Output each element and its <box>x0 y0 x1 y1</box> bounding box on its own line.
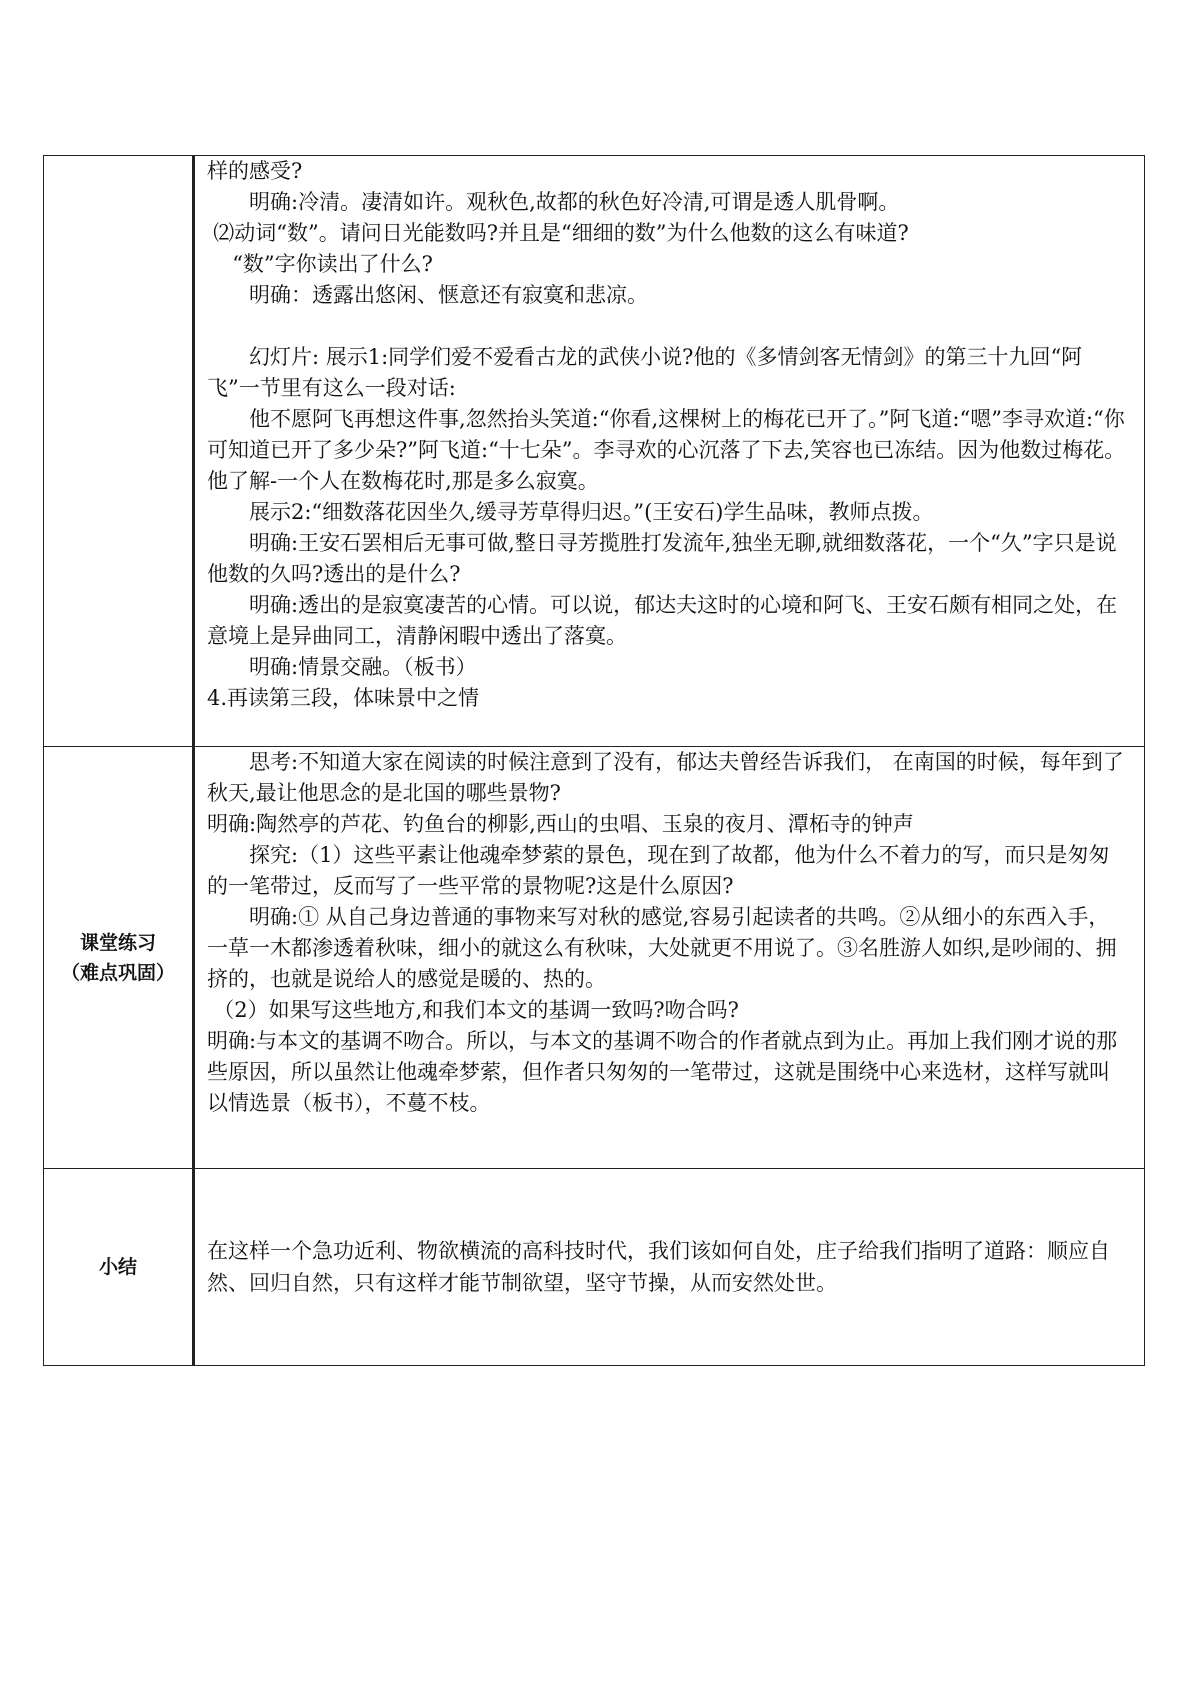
paragraph: 展示2:“细数落花因坐久,缓寻芳草得归迟。”(王安石)学生品味，教师点拨。 <box>249 500 934 524</box>
paragraph: 明确:透出的是寂寞凄苦的心情。可以说，郁达夫这时的心境和阿飞、王安石颇有相同之处，在意境上是异曲同工，清静闲暇中透出了落寞。 <box>207 593 1118 648</box>
lesson-plan-table <box>43 155 1145 1366</box>
paragraph: 在这样一个急功近利、物欲横流的高科技时代，我们该如何自处，庄子给我们指明了道路：顺应自然、回归自然，只有这样才能节制欲望，坚守节操，从而安然处世。 <box>207 1239 1110 1295</box>
paragraph: 明确:情景交融。（板书） <box>249 655 477 679</box>
row-label <box>44 156 194 747</box>
paragraph: 明确:与本文的基调不吻合。所以，与本文的基调不吻合的作者就点到为止。再加上我们刚才说的那些原因，所以虽然让他魂牵梦萦，但作者只匆匆的一笔带过，这就是围绕中心来选材，这样写就叫以情选景（板书），不蔓不枝。 <box>207 1029 1118 1115</box>
row-label-text: （难点巩固） <box>60 961 175 984</box>
row-content <box>194 156 1145 747</box>
row-label-text: 课堂练习 <box>79 931 156 954</box>
paragraph: 思考:不知道大家在阅读的时候注意到了没有，郁达夫曾经告诉我们， 在南国的时候，每年到了秋天,最让他思念的是北国的哪些景物? <box>207 750 1124 805</box>
paragraph: 探究:（1）这些平素让他魂牵梦萦的景色，现在到了故都，他为什么不着力的写，而只是匆匆的一笔带过，反而写了一些平常的景物呢?这是什么原因? <box>207 843 1110 898</box>
table-row <box>44 1169 1145 1366</box>
paragraph <box>207 311 1130 342</box>
paragraph: 明确:① 从自己身边普通的事物来写对秋的感觉,容易引起读者的共鸣。②从细小的东西入手，一草一木都渗透着秋味，细小的就这么有秋味，大处就更不用说了。③名胜游人如织,是吵闹的、拥挤的，也就是说给人的感觉是暖的、热的。 <box>207 905 1117 991</box>
paragraph: （2）如果写这些地方,和我们本文的基调一致吗?吻合吗? <box>213 998 739 1022</box>
paragraph: “数”字你读出了什么? <box>232 252 433 276</box>
table-row <box>44 747 1145 1169</box>
paragraph: 明确:冷清。凄清如许。观秋色,故都的秋色好冷清,可谓是透人肌骨啊。 <box>249 190 900 214</box>
paragraph-group <box>207 156 1130 714</box>
row-content <box>194 747 1145 1169</box>
table-row <box>44 156 1145 747</box>
paragraph: 明确:陶然亭的芦花、钓鱼台的柳影,西山的虫唱、玉泉的夜月、潭柘寺的钟声 <box>207 812 914 836</box>
paragraph: 样的感受? <box>207 159 303 183</box>
paragraph: 他不愿阿飞再想这件事,忽然抬头笑道:“你看,这棵树上的梅花已开了。”阿飞道:“嗯”李寻欢道:“你可知道已开了多少朵?”阿飞道:“十七朵”。李寻欢的心沉落了下去,笑容也已冻结。因为他数过梅花。他了解-一个人在数梅花时,那是多么寂寞。 <box>207 407 1126 493</box>
paragraph: 4.再读第三段，体味景中之情 <box>207 686 480 710</box>
paragraph: 幻灯片: 展示1:同学们爱不爱看古龙的武侠小说?他的《多情剑客无情剑》的第三十九回“阿飞”一节里有这么一段对话: <box>207 345 1083 400</box>
paragraph-group <box>207 747 1130 1119</box>
paragraph-group <box>207 1235 1130 1299</box>
paragraph: 明确：透露出悠闲、惬意还有寂寞和悲凉。 <box>249 283 648 307</box>
paragraph: 明确:王安石罢相后无事可做,整日寻芳揽胜打发流年,独坐无聊,就细数落花，一个“久”字只是说他数的久吗?透出的是什么? <box>207 531 1117 586</box>
row-label-line <box>61 932 175 984</box>
paragraph: ⑵动词“数”。请问日光能数吗?并且是“细细的数”为什么他数的这么有味道? <box>213 221 909 245</box>
row-label <box>44 747 194 1169</box>
row-content <box>194 1169 1145 1366</box>
row-label: 小结 <box>44 1169 194 1366</box>
